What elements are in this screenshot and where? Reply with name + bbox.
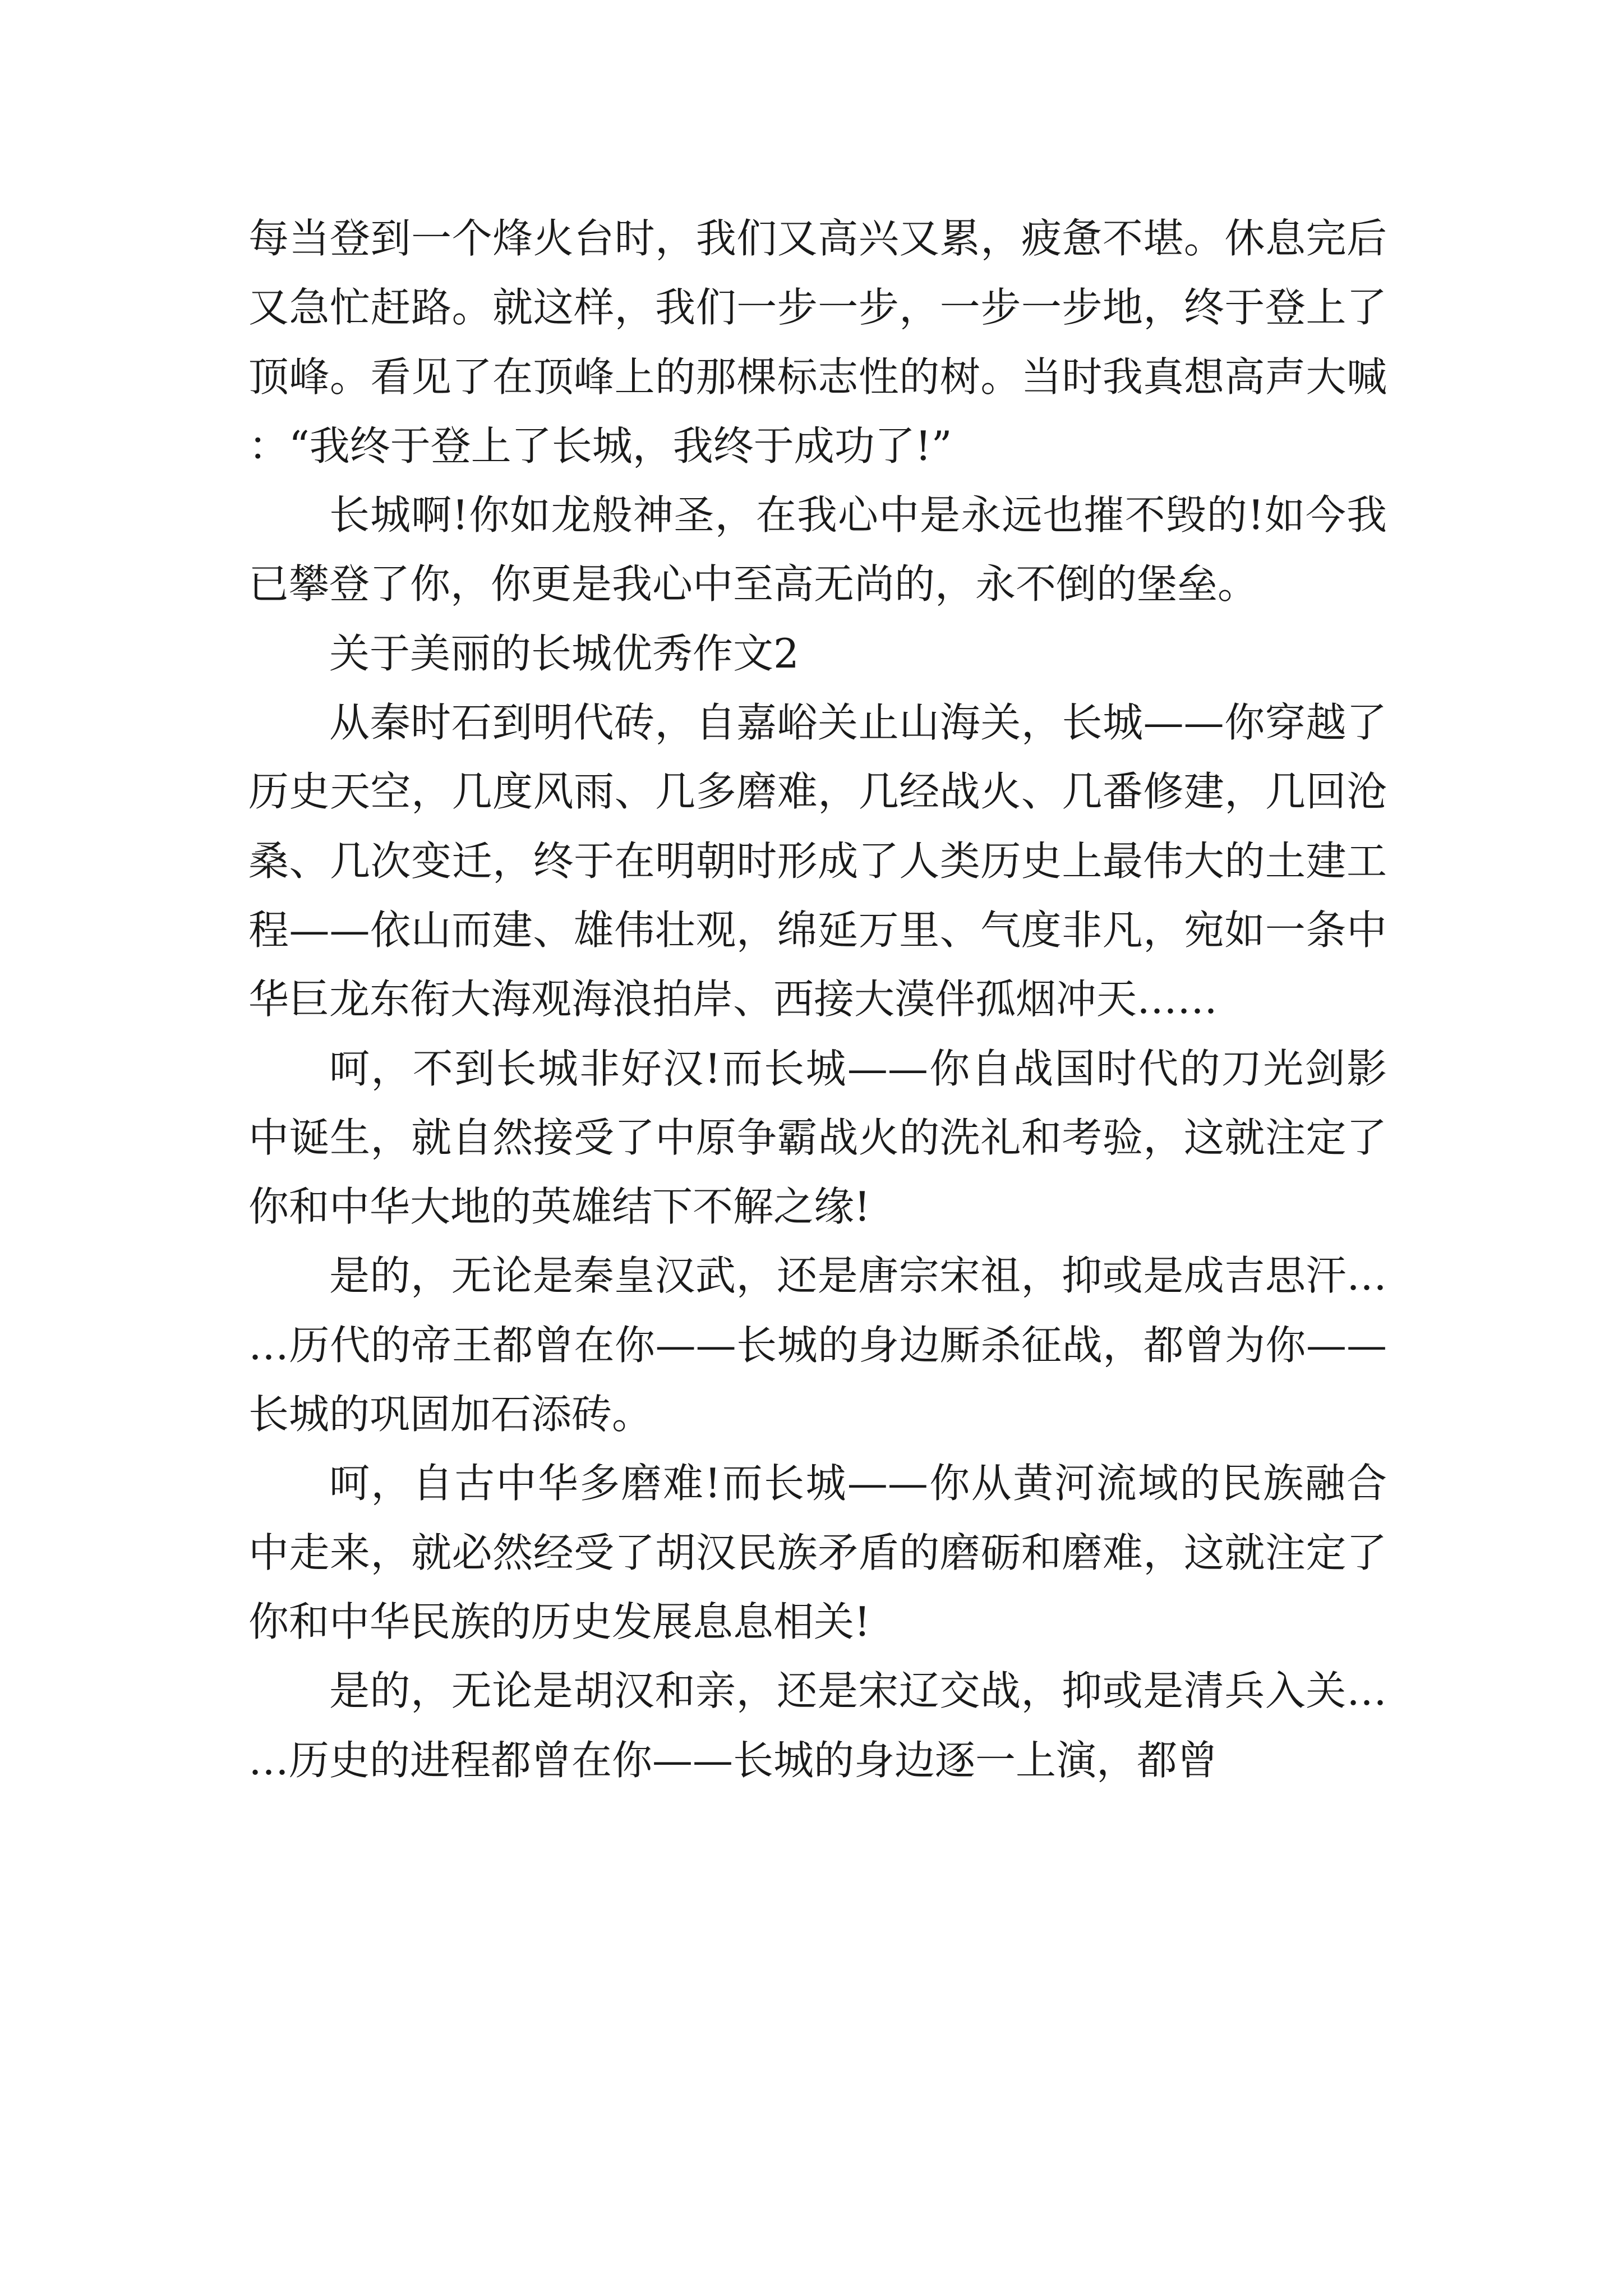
paragraph: 呵，不到长城非好汉!而长城——你自战国时代的刀光剑影中诞生，就自然接受了中原争霸战火的洗礼和考验，这就注定了你和中华大地的英雄结下不解之缘! [248,1045,1387,1231]
paragraph: 长城啊!你如龙般神圣，在我心中是永远也摧不毁的!如今我已攀登了你，你更是我心中至高无尚的，永不倒的堡垒。 [248,491,1387,608]
paragraph-continuation: 每当登到一个烽火台时，我们又高兴又累，疲惫不堪。休息完后又急忙赶路。就这样，我们一步一步，一步一步地，终于登上了顶峰。看见了在顶峰上的那棵标志性的树。当时我真想高声大喊：“我终于登上了长城，我终于成功了!” [248,215,1387,470]
paragraph: 呵，自古中华多磨难!而长城——你从黄河流域的民族融合中走来，就必然经受了胡汉民族矛盾的磨砺和磨难，这就注定了你和中华民族的历史发展息息相关! [248,1460,1387,1645]
paragraph: 是的，无论是秦皇汉武，还是唐宗宋祖，抑或是成吉思汗……历代的帝王都曾在你——长城的身边厮杀征战，都曾为你——长城的巩固加石添砖。 [248,1252,1387,1438]
essay-title: 关于美丽的长城优秀作文2 [329,629,799,677]
paragraph: 是的，无论是胡汉和亲，还是宋辽交战，抑或是清兵入关……历史的进程都曾在你——长城的身边逐一上演，都曾 [248,1667,1387,1784]
essay-text [248,204,1387,1795]
paragraph: 从秦时石到明代砖，自嘉峪关止山海关，长城——你穿越了历史天空，几度风雨、几多磨难，几经战火、几番修建，几回沧桑、几次变迁，终于在明朝时形成了人类历史上最伟大的土建工程——依山而建、雄伟壮观，绵延万里、气度非凡，宛如一条中华巨龙东衔大海观海浪拍岸、西接大漠伴孤烟冲天…… [248,699,1387,1023]
